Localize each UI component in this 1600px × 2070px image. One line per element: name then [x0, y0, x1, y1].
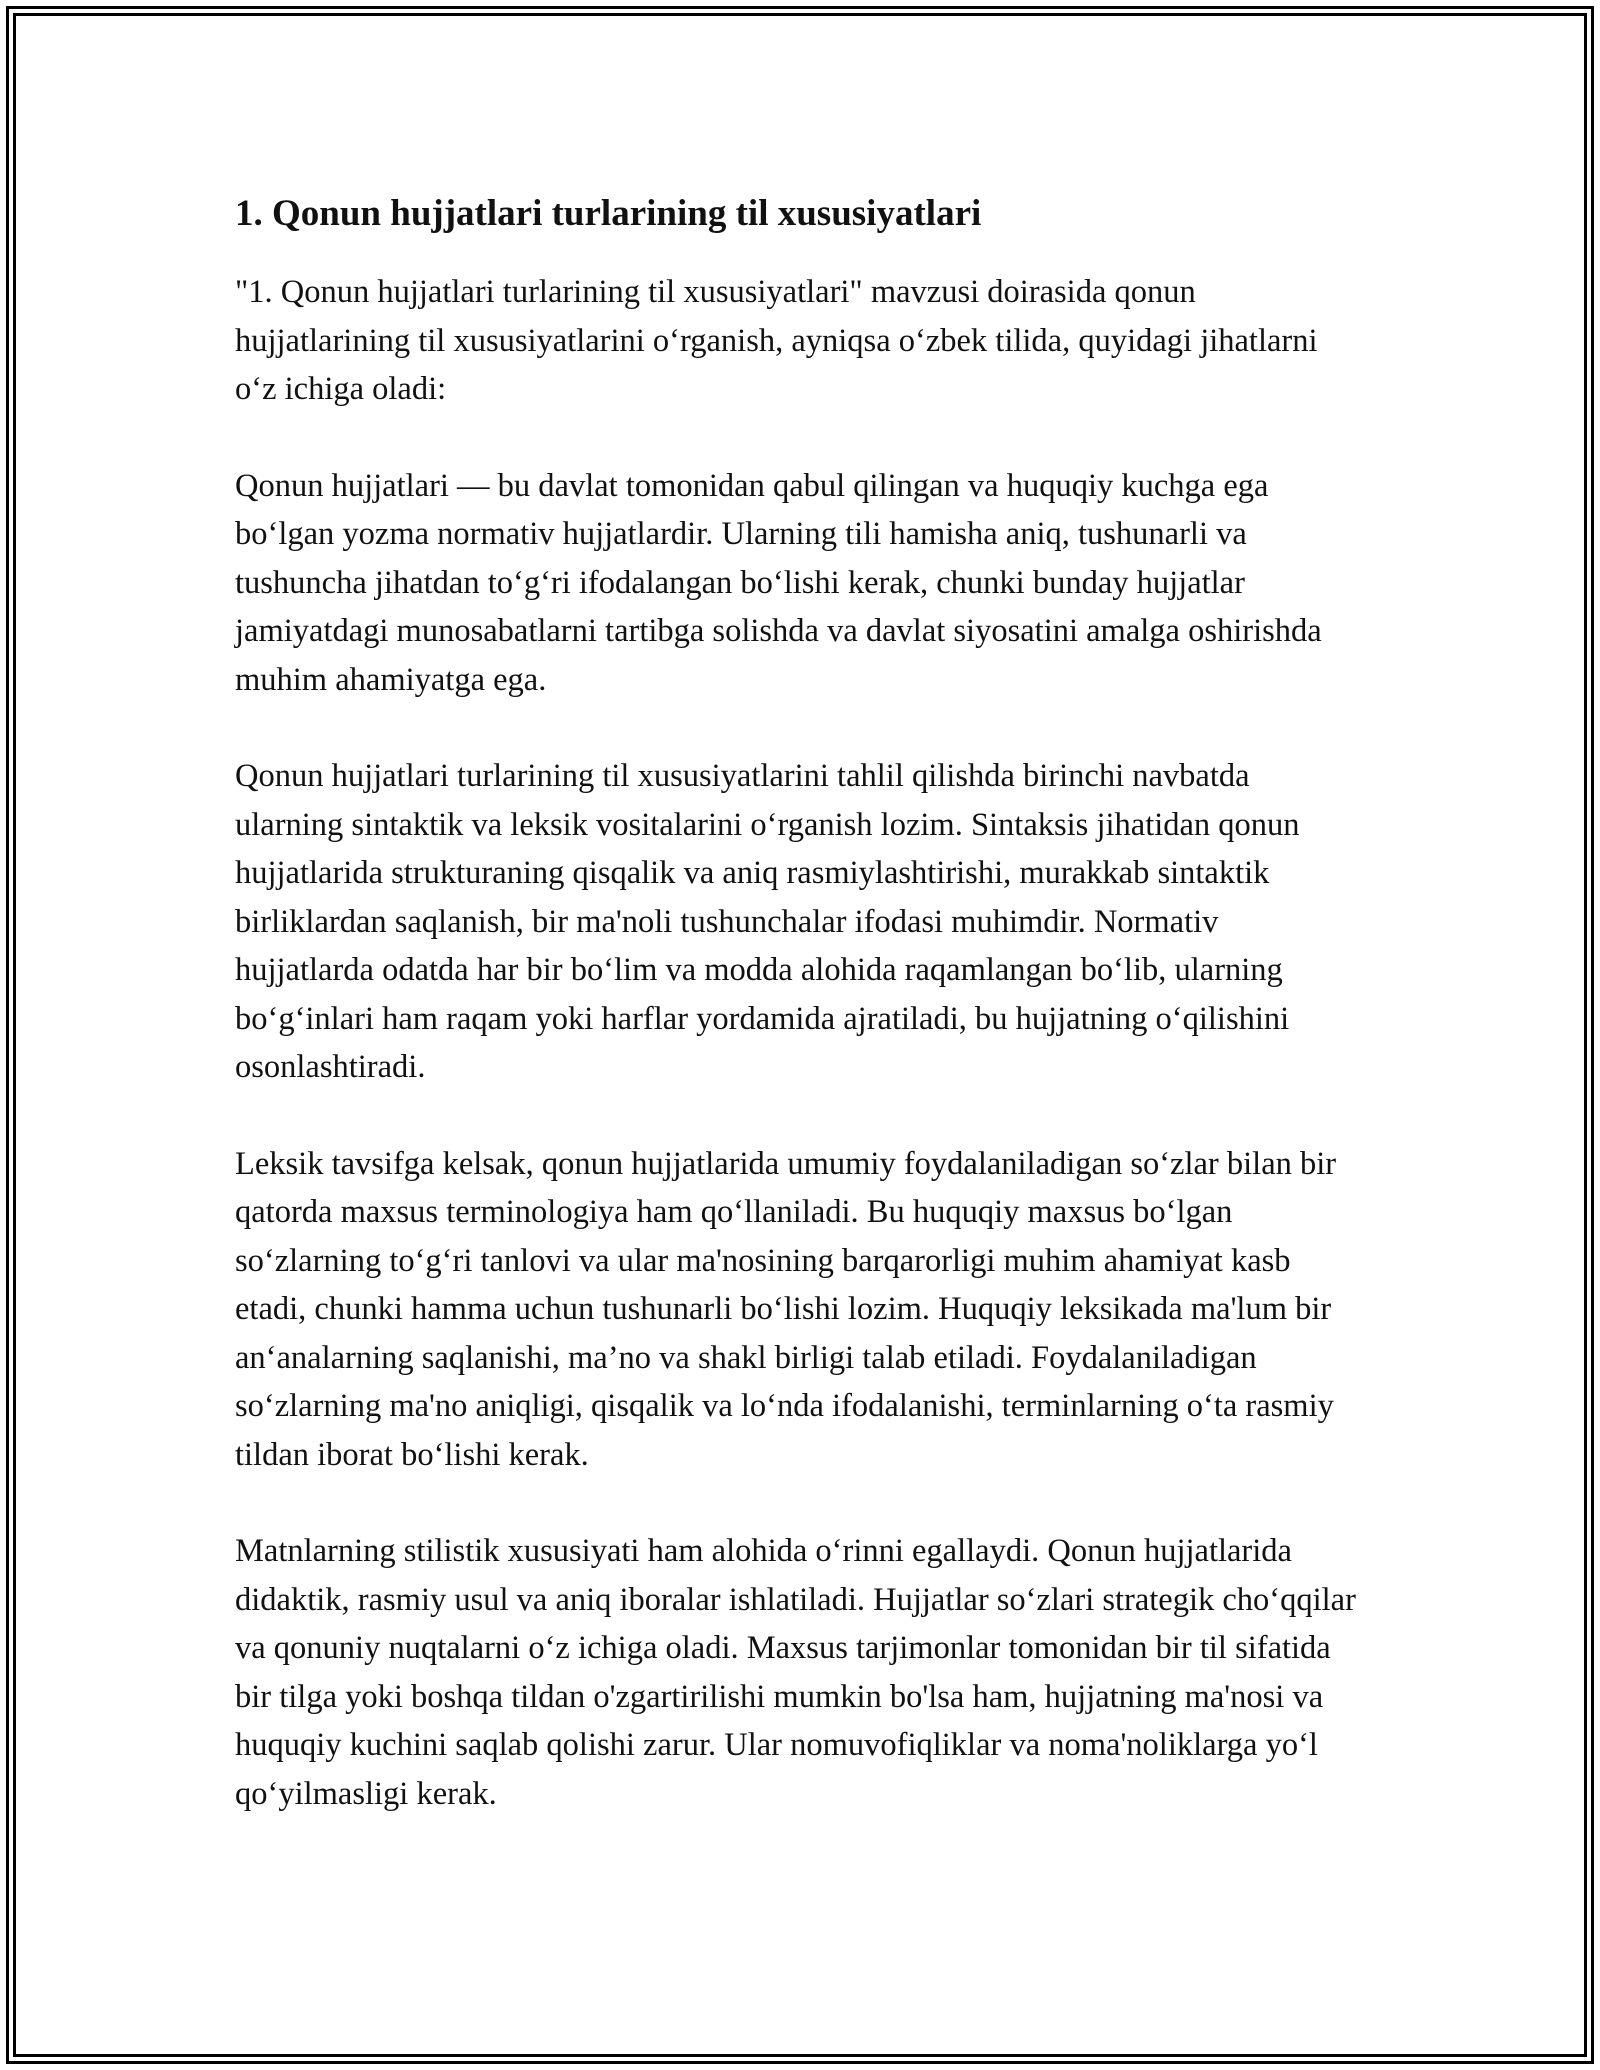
document-title: 1. Qonun hujjatlari turlarining til xususiyatlari: [235, 193, 982, 234]
syntax-paragraph: Qonun hujjatlari turlarining til xususiyatlarini tahlil qilishda birinchi navbatda ularning sintaktik va leksik vositalarini oʻrganish lozim. Sintaksis jihatidan qonun hujjatlarida strukturaning qisqalik va aniq rasmiylashtirishi, murakkab sintaktik birliklardan saqlanish, bir ma'noli tushunchalar ifodasi muhimdir. Normativ hujjatlarda odatda har bir boʻlim va modda alohida raqamlangan boʻlib, ularning boʻgʻinlari ham raqam yoki harflar yordamida ajratiladi, bu hujjatning oʻqilishini osonlashtiradi.: [235, 758, 1300, 1085]
intro-paragraph: "1. Qonun hujjatlari turlarining til xususiyatlari" mavzusi doirasida qonun hujjatlarining til xususiyatlarini oʻrganish, ayniqsa oʻzbek tilida, quyidagi jihatlarni oʻz ichiga oladi:: [235, 274, 1318, 407]
definition-paragraph: Qonun hujjatlari — bu davlat tomonidan qabul qilingan va huquqiy kuchga ega boʻlgan yozma normativ hujjatlardir. Ularning tili hamisha aniq, tushunarli va tushuncha jihatdan toʻgʻri ifodalangan boʻlishi kerak, chunki bunday hujjatlar jamiyatdagi munosabatlarni tartibga solishda va davlat siyosatini amalga oshirishda muhim ahamiyatga ega.: [235, 467, 1322, 698]
stylistic-paragraph: Matnlarning stilistik xususiyati ham alohida oʻrinni egallaydi. Qonun hujjatlarida didaktik, rasmiy usul va aniq iboralar ishlatiladi. Hujjatlar soʻzlari strategik choʻqqilar va qonuniy nuqtalarni oʻz ichiga oladi. Maxsus tarjimonlar tomonidan bir til sifatida bir tilga yoki boshqa tildan o'zgartirilishi mumkin bo'lsa ham, hujjatning ma'nosi va huquqiy kuchini saqlab qolishi zarur. Ular nomuvofiqliklar va noma'noliklarga yoʻl qoʻyilmasligi kerak.: [235, 1533, 1356, 1812]
document-body: [235, 188, 1360, 1866]
lexical-paragraph: Leksik tavsifga kelsak, qonun hujjatlarida umumiy foydalaniladigan soʻzlar bilan bir qatorda maxsus terminologiya ham qoʻllaniladi. Bu huquqiy maxsus boʻlgan soʻzlarning toʻgʻri tanlovi va ular ma'nosining barqarorligi muhim ahamiyat kasb etadi, chunki hamma uchun tushunarli boʻlishi lozim. Huquqiy leksikada ma'lum bir anʻanalarning saqlanishi, ma’no va shakl birligi talab etiladi. Foydalaniladigan soʻzlarning ma'no aniqligi, qisqalik va loʻnda ifodalanishi, terminlarning oʻta rasmiy tildan iborat boʻlishi kerak.: [235, 1145, 1337, 1473]
